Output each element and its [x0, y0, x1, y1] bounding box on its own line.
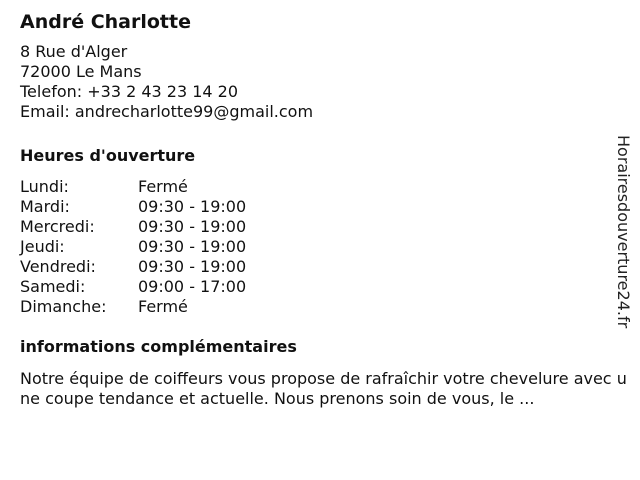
business-card	[20, 10, 635, 409]
hours-time: 09:30 - 19:00	[138, 217, 247, 236]
hours-day: Mercredi:	[20, 217, 95, 236]
hours-time: 09:30 - 19:00	[138, 197, 247, 216]
email-line: Email: andrecharlotte99@gmail.com	[20, 102, 314, 121]
site-watermark: Horairesdouverture24.fr	[614, 135, 633, 329]
hours-row-sunday	[20, 297, 635, 317]
hours-row-thursday	[20, 237, 635, 257]
contact-block	[20, 42, 635, 122]
hours-row-wednesday	[20, 217, 635, 237]
opening-hours-table	[20, 177, 635, 317]
hours-day: Dimanche:	[20, 297, 107, 316]
hours-row-tuesday	[20, 197, 635, 217]
hours-day: Vendredi:	[20, 257, 96, 276]
opening-hours-heading: Heures d'ouverture	[20, 146, 196, 165]
hours-day: Lundi:	[20, 177, 69, 196]
phone-line: Telefon: +33 2 43 23 14 20	[20, 82, 239, 101]
hours-time: Fermé	[138, 177, 188, 196]
hours-time: 09:00 - 17:00	[138, 277, 247, 296]
hours-time: Fermé	[138, 297, 188, 316]
additional-info-text: Notre équipe de coiffeurs vous propose de rafraîchir votre chevelure avec une coupe tendance et actuelle. Nous prenons soin de vous, le ...	[20, 369, 627, 408]
hours-row-friday	[20, 257, 635, 277]
additional-info-heading: informations complémentaires	[20, 337, 297, 356]
business-name: André Charlotte	[20, 11, 191, 33]
address-street: 8 Rue d'Alger	[20, 42, 128, 61]
hours-row-monday	[20, 177, 635, 197]
hours-time: 09:30 - 19:00	[138, 257, 247, 276]
hours-row-saturday	[20, 277, 635, 297]
hours-day: Mardi:	[20, 197, 70, 216]
hours-day: Jeudi:	[20, 237, 65, 256]
hours-day: Samedi:	[20, 277, 86, 296]
address-city: 72000 Le Mans	[20, 62, 142, 81]
hours-time: 09:30 - 19:00	[138, 237, 247, 256]
